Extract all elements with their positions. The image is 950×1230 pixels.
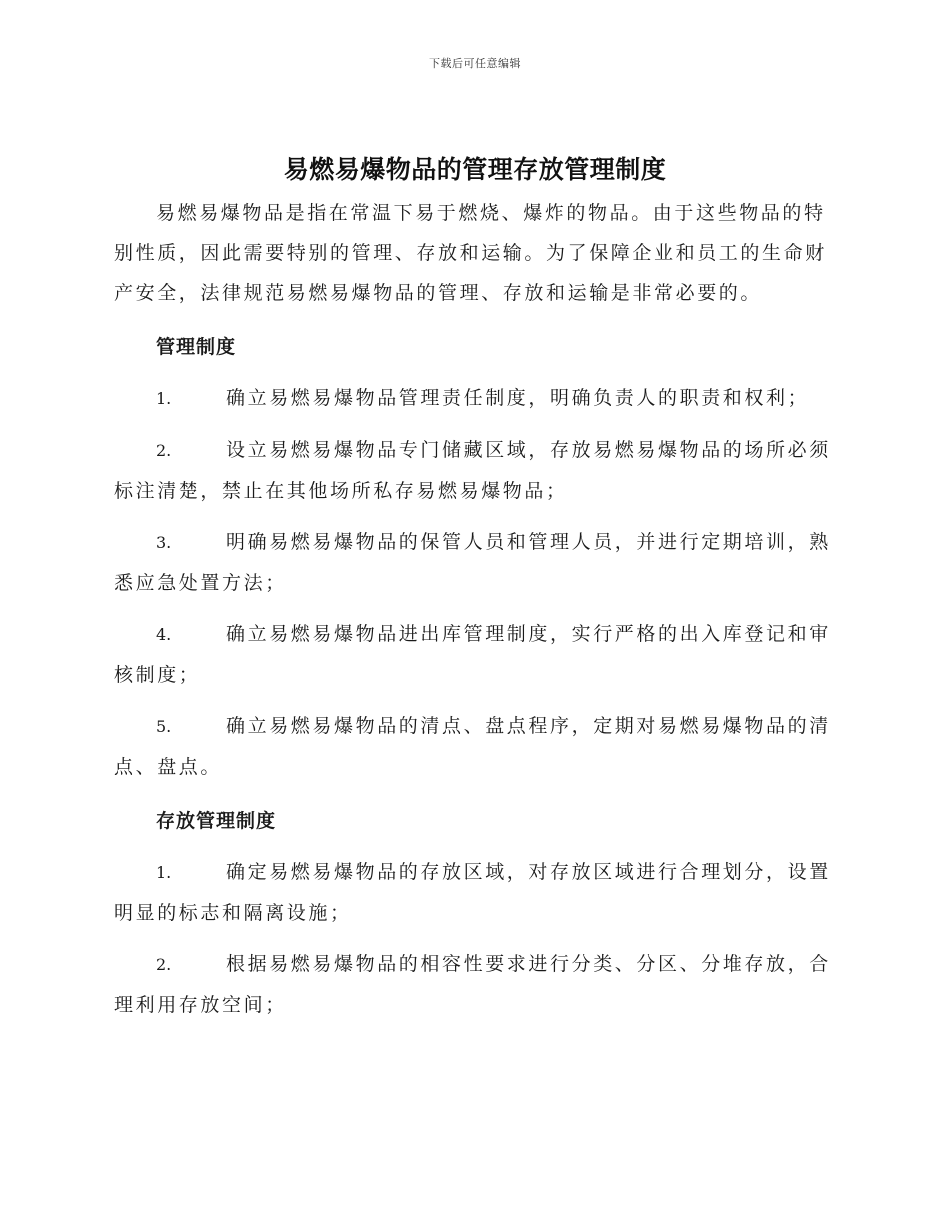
item-text: 明确易燃易爆物品的保管人员和管理人员，并进行定期培训，熟悉应急处置方法； xyxy=(114,531,831,594)
item-text: 确定易燃易爆物品的存放区域，对存放区域进行合理划分，设置明显的标志和隔离设施； xyxy=(114,861,831,924)
list-item xyxy=(114,706,834,787)
item-number: 5. xyxy=(156,717,172,736)
item-number: 3. xyxy=(156,533,172,552)
list-item xyxy=(114,430,834,511)
item-number: 2. xyxy=(156,955,172,974)
header-note: 下载后可任意编辑 xyxy=(429,57,521,70)
item-text: 设立易燃易爆物品专门储藏区域，存放易燃易爆物品的场所必须标注清楚，禁止在其他场所私存易燃易爆物品； xyxy=(114,439,831,502)
item-text: 根据易燃易爆物品的相容性要求进行分类、分区、分堆存放，合理利用存放空间； xyxy=(114,953,831,1016)
list-item xyxy=(114,378,834,419)
item-number: 2. xyxy=(156,441,172,460)
item-text: 确立易燃易爆物品管理责任制度，明确负责人的职责和权利； xyxy=(226,387,810,409)
list-item xyxy=(114,522,834,603)
list-item xyxy=(114,852,834,933)
intro-paragraph: 易燃易爆物品是指在常温下易于燃烧、爆炸的物品。由于这些物品的特别性质，因此需要特别的管理、存放和运输。为了保障企业和员工的生命财产安全，法律规范易燃易爆物品的管理、存放和运输是非常必要的。 xyxy=(114,202,827,304)
item-number: 4. xyxy=(156,625,172,644)
item-text: 确立易燃易爆物品进出库管理制度，实行严格的出入库登记和审核制度； xyxy=(114,623,831,686)
item-text: 确立易燃易爆物品的清点、盘点程序，定期对易燃易爆物品的清点、盘点。 xyxy=(114,715,831,778)
document-body xyxy=(114,193,834,1036)
section-heading-management: 管理制度 xyxy=(156,336,237,358)
section-heading-storage: 存放管理制度 xyxy=(156,810,277,832)
item-number: 1. xyxy=(156,389,172,408)
item-number: 1. xyxy=(156,863,172,882)
list-item xyxy=(114,614,834,695)
list-item xyxy=(114,944,834,1025)
document-title: 易燃易爆物品的管理存放管理制度 xyxy=(283,155,667,184)
